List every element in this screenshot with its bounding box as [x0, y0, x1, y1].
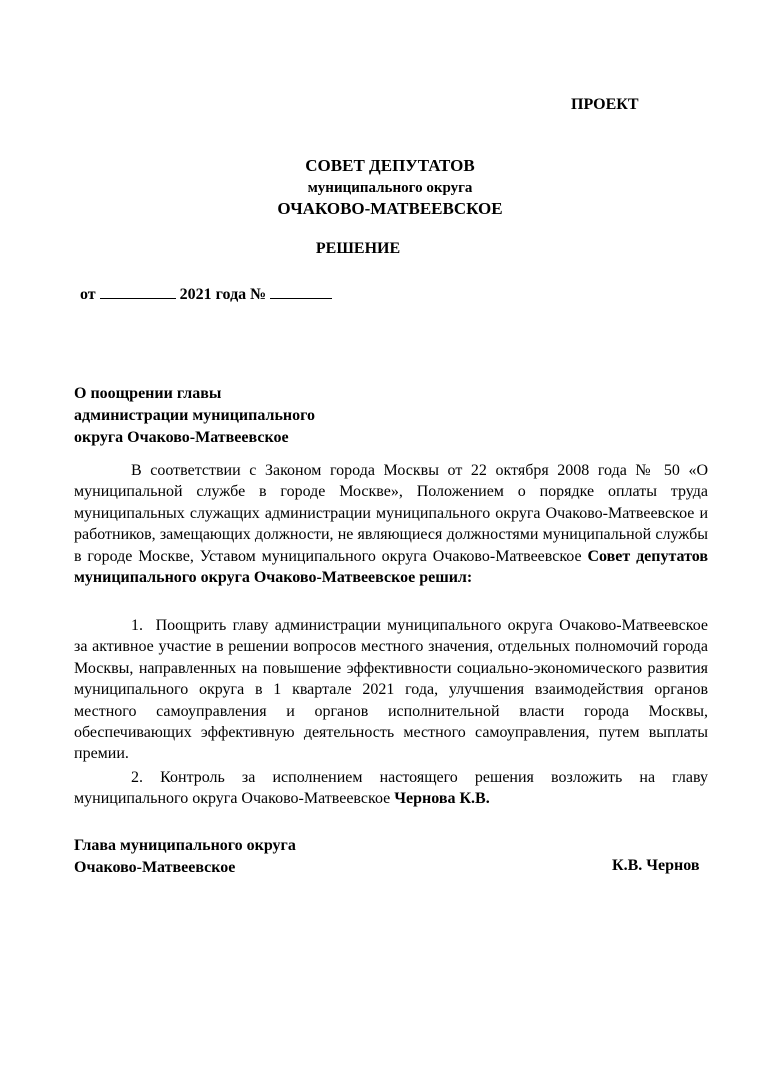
signature-title-line-2: Очаково-Матвеевское [74, 859, 236, 876]
item-2-number: 2. [131, 769, 143, 786]
district-line: муниципального округа [307, 180, 473, 196]
item-1-number: 1. [131, 617, 143, 634]
subject-heading [74, 383, 315, 449]
signature-title-line-1: Глава муниципального округа [74, 837, 296, 854]
subject-line-3: округа Очаково-Матвеевское [74, 429, 289, 446]
item-2-person: Чернова К.В. [394, 790, 490, 808]
preamble-text: В соответствии с Законом города Москвы от 22 октября 2008 года № 50 «О муниципальной службе в городе Москве», Положением о порядке оплаты труда муниципальных служащих администрации муниципального округа Очаково-Матвеевское и работников, замещающих должности, не являющиеся должностями муниципальной службы в городе Москве, Уставом муниципального округа Очаково-Матвеевское [74, 462, 708, 565]
signature-title [74, 835, 296, 879]
subject-line-1: О поощрении главы [74, 385, 222, 402]
dateline-year: 2021 года № [179, 286, 267, 303]
item-1 [74, 615, 708, 765]
preamble-paragraph [74, 460, 708, 588]
item-2-text: Контроль за исполнением настоящего решения возложить на главу муниципального округа Очаково-Матвеевское [74, 769, 709, 808]
dateline [80, 284, 332, 304]
date-blank [100, 284, 176, 299]
signature-name: К.В. Чернов [612, 857, 700, 874]
council-title: СОВЕТ ДЕПУТАТОВ [305, 156, 475, 175]
item-1-text: Поощрить главу администрации муниципального округа Очаково-Матвеевское за активное участие в решении вопросов местного значения, отдельных полномочий города Москвы, направленных на повышение эффективности социально-экономического развития муниципального округа в 1 квартале 2021 года, улучшения взаимодействия органов местного самоуправления и органов исполнительной власти города Москвы, обеспечивающих эффективную деятельность местного самоуправления, путем выплаты премии. [74, 617, 709, 763]
document-type: РЕШЕНИЕ [315, 240, 401, 257]
number-blank [270, 284, 332, 299]
district-name: ОЧАКОВО-МАТВЕЕВСКОЕ [277, 199, 503, 218]
project-stamp: ПРОЕКТ [571, 96, 639, 113]
dateline-prefix: от [80, 286, 96, 303]
item-2 [74, 767, 708, 810]
subject-line-2: администрации муниципального [74, 407, 316, 424]
preamble-resolution: Совет депутатов муниципального округа Очаково-Матвеевское решил: [74, 547, 709, 587]
